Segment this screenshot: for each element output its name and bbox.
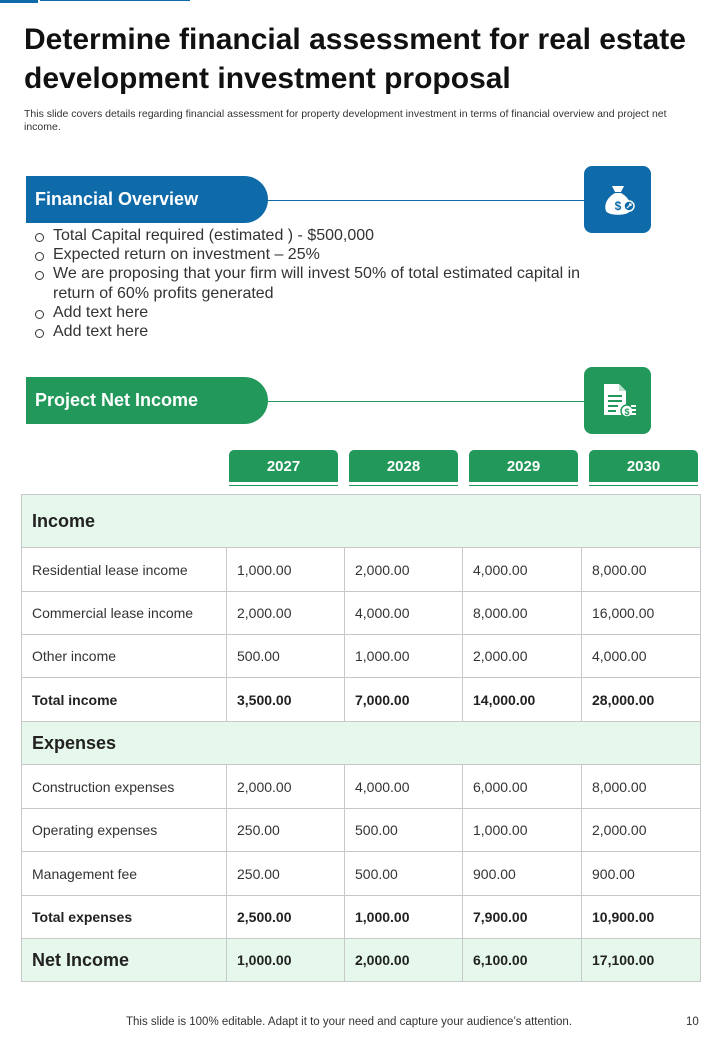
cell-value: 2,000.00 [582,809,701,852]
cell-value: 8,000.00 [582,548,701,592]
year-underline [349,485,458,486]
cell-value: 6,100.00 [463,939,582,982]
cell-value: 2,000.00 [345,939,463,982]
cell-value: 2,000.00 [463,635,582,678]
table-row [22,765,701,809]
cell-value: 3,500.00 [227,678,345,722]
cell-value: 14,000.00 [463,678,582,722]
cell-value: 2,000.00 [227,765,345,809]
cell-value: 900.00 [463,852,582,896]
cell-value: 1,000.00 [345,635,463,678]
cell-value: 1,000.00 [227,548,345,592]
cell-value: 8,000.00 [582,765,701,809]
cell-value: 7,900.00 [463,896,582,939]
year-header-2027 [229,450,338,487]
top-accent-block [0,0,38,3]
cell-value: 4,000.00 [582,635,701,678]
cell-value: 7,000.00 [345,678,463,722]
cell-value: 8,000.00 [463,592,582,635]
cell-value: 16,000.00 [582,592,701,635]
year-label: 2029 [469,450,578,482]
cell-value: 28,000.00 [582,678,701,722]
row-label: Management fee [22,852,227,896]
financial-overview-heading: Financial Overview [26,176,268,223]
year-label: 2028 [349,450,458,482]
row-label: Residential lease income [22,548,227,592]
document-money-icon [597,380,639,422]
cell-value: 4,000.00 [345,765,463,809]
year-label: 2030 [589,450,698,482]
overview-bullet: Expected return on investment – 25% [34,245,594,264]
cell-value: 2,000.00 [345,548,463,592]
cell-value: 250.00 [227,852,345,896]
cell-value: 17,100.00 [582,939,701,982]
footer-text: This slide is 100% editable. Adapt it to your need and capture your audience’s attention. [126,1016,573,1028]
row-label: Other income [22,635,227,678]
table-row [22,635,701,678]
page-title: Determine financial assessment for real estate development investment proposal [24,23,686,95]
cell-value: 4,000.00 [345,592,463,635]
page-subtitle: This slide covers details regarding financial assessment for property development investment in terms of financial overview and project net income. [24,108,667,133]
table-row [22,809,701,852]
year-underline [589,485,698,486]
cell-value: 900.00 [582,852,701,896]
table-total-row [22,896,701,939]
svg-text:$: $ [614,198,621,213]
project-net-income-icon-box [584,367,651,434]
project-net-income-heading: Project Net Income [26,377,268,424]
overview-bullet: Add text here [34,303,594,322]
cell-value: 4,000.00 [463,548,582,592]
year-header-2030 [589,450,698,487]
row-label: Construction expenses [22,765,227,809]
table-net-income-row [22,939,701,982]
page-number: 10 [686,1016,699,1028]
row-label: Total income [22,678,227,722]
cell-value: 10,900.00 [582,896,701,939]
section-label: Income [22,495,701,548]
financial-overview-icon-box [584,166,651,233]
cell-value: 500.00 [345,852,463,896]
net-income-table [21,494,701,982]
money-bag-icon [598,180,638,220]
overview-bullet: Add text here [34,322,594,341]
cell-value: 500.00 [227,635,345,678]
year-label: 2027 [229,450,338,482]
year-underline [469,485,578,486]
cell-value: 500.00 [345,809,463,852]
table-total-row [22,678,701,722]
project-net-income-connector [268,401,586,402]
financial-overview-connector [268,200,586,201]
overview-bullet: Total Capital required (estimated ) - $500,000 [34,226,594,245]
financial-overview-list [34,226,594,341]
svg-text:$: $ [623,406,630,417]
cell-value: 2,500.00 [227,896,345,939]
table-row [22,548,701,592]
overview-bullet: We are proposing that your firm will invest 50% of total estimated capital in return of 60% profits generated [34,264,594,302]
table-section-row [22,722,701,765]
year-underline [229,485,338,486]
cell-value: 1,000.00 [227,939,345,982]
row-label: Operating expenses [22,809,227,852]
cell-value: 6,000.00 [463,765,582,809]
table-section-row [22,495,701,548]
cell-value: 2,000.00 [227,592,345,635]
cell-value: 1,000.00 [345,896,463,939]
year-header-2029 [469,450,578,487]
year-header-2028 [349,450,458,487]
cell-value: 1,000.00 [463,809,582,852]
table-row [22,592,701,635]
table-row [22,852,701,896]
row-label: Commercial lease income [22,592,227,635]
top-accent-line [40,0,190,1]
row-label: Total expenses [22,896,227,939]
section-label: Expenses [22,722,701,765]
cell-value: 250.00 [227,809,345,852]
row-label: Net Income [22,939,227,982]
